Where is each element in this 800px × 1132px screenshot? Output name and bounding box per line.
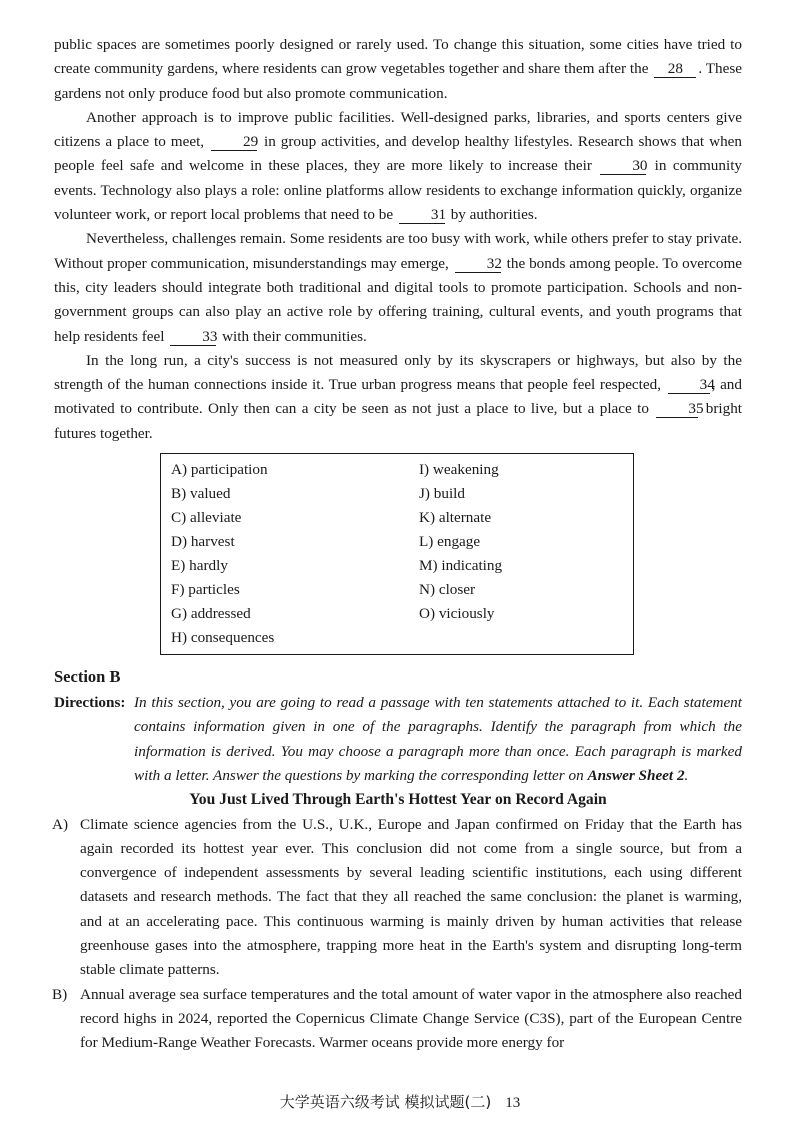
page-number: 13 (505, 1095, 521, 1111)
paragraph-text: Climate science agencies from the U.S., U.K., Europe and Japan confirmed on Friday that the Earth has again recorded its hottest year ever. This conclusion did not come from a single source, but from a convergence of independent assessments by several leading scientific institutions, each using different datasets and research methods. The fact that they all reached the same conclusion: the planet is warming, and at an accelerating pace. This continuous warming is mainly driven by human activities that release greenhouse gases into the atmosphere, trapping more heat in the Earth's system and disrupting long-term stable climate patterns. (80, 815, 742, 979)
paragraph-text: Annual average sea surface temperatures and the total amount of water vapor in the atmosphere also reached record highs in 2024, reported the Copernicus Climate Change Service (C3S), part of the European Centre for Medium-Range Weather Forecasts. Warmer oceans provide more energy for (80, 985, 742, 1052)
section-a-paragraph-1: public spaces are sometimes poorly designed or rarely used. To change this situation, some cities have tried to create community gardens, where residents can grow vegetables together and share them after the 28 . These gardens not only produce food but also promote communication. (54, 36, 742, 102)
footer-title: 大学英语六级考试 模拟试题(二) (279, 1093, 492, 1111)
section-a-paragraph-3: Nevertheless, challenges remain. Some residents are too busy with work, while others prefer to stay private. Without proper communication, misunderstandings may emerge, 32 the bonds among people. To overcome this, city leaders should integrate both traditional and digital tools to promote participation. Schools and non-government groups can also play an active role by offering training, cultural events, and youth programs that help residents feel 33 with their communities. (54, 230, 742, 345)
word-option: I) weakening (419, 461, 499, 479)
blank-33: 33 (170, 328, 216, 346)
word-option: B) valued (171, 485, 231, 503)
directions (54, 691, 742, 788)
word-option: A) participation (171, 461, 268, 479)
word-bank-box (160, 453, 634, 655)
word-option: O) viciously (419, 605, 495, 623)
answer-sheet-label: Answer Sheet 2 (587, 766, 685, 784)
word-option: C) alleviate (171, 509, 242, 527)
blank-32: 32 (455, 255, 501, 273)
word-bank-right-column (419, 458, 502, 626)
word-option: F) particles (171, 581, 240, 599)
blank-35: 35 (656, 400, 698, 418)
blank-28: 28 (654, 60, 696, 78)
paragraph-label: B) (52, 985, 68, 1003)
word-option: N) closer (419, 581, 476, 599)
section-a-paragraph-4: In the long run, a city's success is not measured only by its skyscrapers or highways, but also by the strength of the human connections inside it. True urban progress means that people feel respected, 34, and motivated to contribute. Only then can a city be seen as not just a place to live, but a place to 35 bright futures together. (54, 351, 743, 442)
word-option: G) addressed (171, 605, 251, 623)
section-b-heading: Section B (54, 667, 121, 687)
word-bank-left-column (171, 458, 274, 650)
exam-page (54, 33, 742, 1056)
paragraph-label: A) (52, 815, 69, 833)
word-option: H) consequences (171, 629, 275, 647)
word-option: L) engage (419, 533, 481, 551)
word-option: J) build (419, 485, 465, 503)
directions-text: In this section, you are going to read a passage with ten statements attached to it. Each statement contains information given in one of the paragraphs. Identify the paragraph from which the information is derived. You may choose a paragraph more than once. Each paragraph is marked with a letter. Answer the questions by marking the corresponding letter on Answer Sheet 2. (134, 694, 742, 784)
blank-30: 30 (600, 157, 646, 175)
paragraph-b (54, 983, 742, 1056)
word-option: M) indicating (419, 557, 503, 575)
blank-31: 31 (399, 206, 445, 224)
word-option: K) alternate (419, 509, 492, 527)
paragraph-a (54, 813, 742, 983)
blank-29: 29 (211, 133, 257, 151)
passage-title: You Just Lived Through Earth's Hottest Year on Record Again (189, 791, 607, 809)
blank-34: 34 (668, 376, 710, 394)
word-option: E) hardly (171, 557, 228, 575)
word-option: D) harvest (171, 533, 235, 551)
page-footer (0, 1090, 800, 1115)
section-a-paragraph-2: Another approach is to improve public facilities. Well-designed parks, libraries, and sports centers give citizens a place to meet, 29 in group activities, and develop healthy lifestyles. Research shows that when people feel safe and welcome in these places, they are more likely to increase their 30 in community events. Technology also plays a role: online platforms allow residents to exchange information quickly, organize volunteer work, or report local problems that need to be 31 by authorities. (54, 108, 743, 224)
directions-label: Directions: (54, 694, 126, 712)
